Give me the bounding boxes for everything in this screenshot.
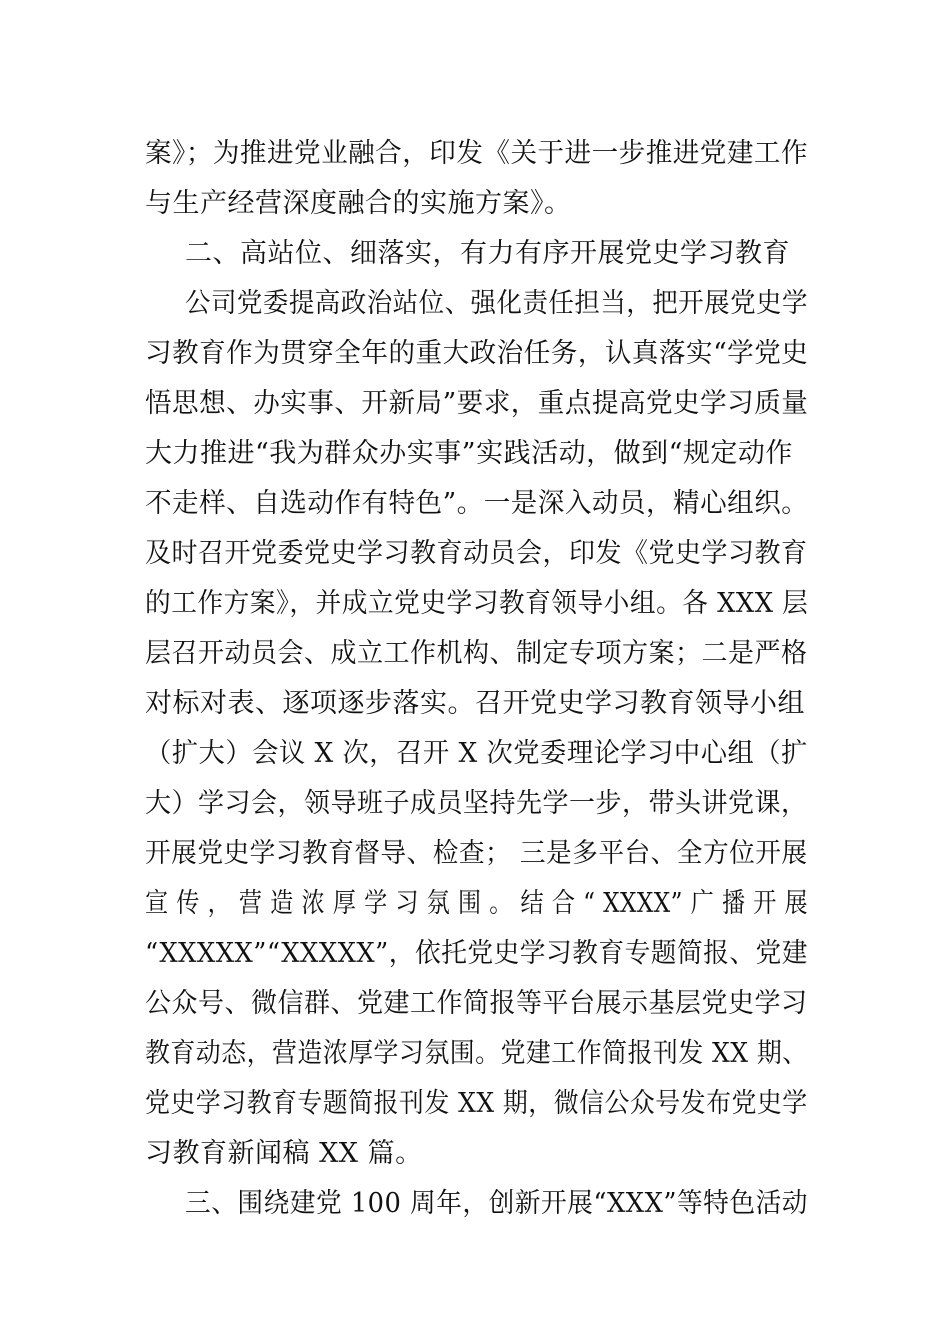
text-line: 开展党史学习教育督导、检查； 三是多平台、全方位开展: [145, 838, 808, 869]
text-line: “XXXXX”“XXXXX”，依托党史学习教育专题简报、党建: [145, 938, 808, 969]
text-line: 的工作方案》，并成立党史学习教育领导小组。各 XXX 层: [145, 588, 809, 619]
section-heading: 二、高站位、细落实，有力有序开展党史学习教育: [185, 238, 790, 269]
text-line: 公众号、微信群、党建工作简报等平台展示基层党史学习: [145, 988, 808, 1019]
text-line: 与生产经营深度融合的实施方案》。: [145, 188, 572, 219]
text-line: 党史学习教育专题简报刊发 XX 期，微信公众号发布党史学: [145, 1088, 808, 1119]
text-line: 宣 传 ， 营 造 浓 厚 学 习 氛 围 。 结 合 “ XXXX” 广 播 开 展: [145, 888, 809, 919]
text-line: （扩大）会议 X 次，召开 X 次党委理论学习中心组（扩: [145, 738, 808, 769]
text-line: 案》；为推进党业融合，印发《关于进一步推进党建工作: [145, 138, 809, 169]
text-line: 悟思想、办实事、开新局”要求，重点提高党史学习质量: [145, 388, 809, 419]
text-line: 习教育作为贯穿全年的重大政治任务，认真落实“学党史: [145, 338, 809, 369]
text-line: 层召开动员会、成立工作机构、制定专项方案；二是严格: [145, 638, 808, 669]
text-line: 教育动态，营造浓厚学习氛围。党建工作简报刊发 XX 期、: [145, 1038, 808, 1069]
text-line: 不走样、自选动作有特色”。一是深入动员，精心组织。: [145, 488, 809, 519]
text-line: 习教育新闻稿 XX 篇。: [145, 1138, 423, 1169]
text-line: 对标对表、逐项逐步落实。召开党史学习教育领导小组: [145, 688, 805, 719]
text-line: 大）学习会，领导班子成员坚持先学一步，带头讲党课，: [145, 788, 808, 819]
text-line: 及时召开党委党史学习教育动员会，印发《党史学习教育: [145, 538, 808, 569]
text-line: 大力推进“我为群众办实事”实践活动，做到“规定动作: [145, 438, 793, 469]
text-line: 公司党委提高政治站位、强化责任担当，把开展党史学: [185, 288, 808, 319]
section-heading: 三、围绕建党 100 周年，创新开展“XXX”等特色活动: [185, 1188, 808, 1219]
